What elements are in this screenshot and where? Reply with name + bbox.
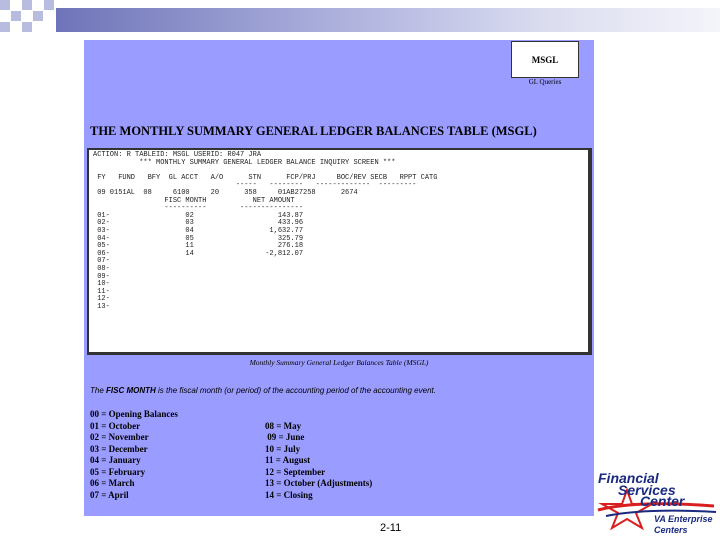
fsc-logo	[596, 470, 720, 540]
fisc-month-description	[90, 386, 436, 395]
description-post: is the fiscal month (or period) of the accounting period of the accounting event.	[155, 386, 436, 395]
screen-row: 03- 04 1,632.77	[93, 226, 304, 235]
code-item: 08 = May	[265, 420, 302, 431]
screen-row: 01- 02 143.87	[93, 211, 304, 220]
screen-record: 09 0151AL 08 6100 20 358 01AB27258 2674	[93, 188, 358, 197]
decorative-squares	[0, 0, 60, 40]
logo-text-centers: Centers	[654, 525, 688, 535]
screen-line: ---------- ---------------	[93, 204, 304, 213]
screen-row: 11-	[93, 287, 110, 296]
screen-row: 13-	[93, 302, 110, 311]
terminal-screen	[87, 148, 592, 355]
code-item: 10 = July	[265, 443, 301, 454]
msgl-box-subtitle: GL Queries	[528, 78, 562, 86]
code-item: 06 = March	[90, 478, 135, 488]
code-item: 12 = September	[265, 466, 326, 477]
header-gradient-bar	[56, 8, 720, 32]
page-title: THE MONTHLY SUMMARY GENERAL LEDGER BALANCES TABLE (MSGL)	[90, 124, 537, 138]
logo-text-services: Services	[618, 482, 676, 498]
codes-column-left	[90, 409, 178, 501]
screen-line: *** MONTHLY SUMMARY GENERAL LEDGER BALANCE INQUIRY SCREEN ***	[93, 158, 396, 167]
content-panel	[84, 40, 594, 516]
code-item: 07 = April	[90, 489, 129, 500]
screen-line: ACTION: R TABLEID: MSGL USERID: R047 JRA	[93, 151, 262, 159]
screen-text	[89, 150, 588, 311]
screen-row: 10-	[93, 280, 110, 289]
code-item: 14 = Closing	[265, 489, 313, 500]
screen-row: 07-	[93, 257, 110, 266]
logo-text-center: Center	[640, 493, 685, 509]
codes-column-right	[265, 421, 372, 502]
logo-text-va-enterprise: VA Enterprise	[654, 514, 713, 524]
screen-line: ----- -------- ------------- ---------	[93, 181, 417, 190]
msgl-box-title: MSGL	[531, 55, 559, 65]
screen-row: 05- 11 276.18	[93, 242, 304, 251]
screen-row: 09-	[93, 272, 110, 281]
msgl-header-box	[511, 41, 579, 78]
code-item: 00 = Opening Balances	[90, 409, 178, 419]
page-number: 2-11	[380, 522, 402, 534]
description-term: FISC MONTH	[106, 386, 156, 395]
code-item: 02 = November	[90, 432, 149, 442]
code-item: 11 = August	[265, 455, 311, 465]
screen-row: 06- 14 -2,812.07	[93, 249, 304, 258]
code-item: 03 = December	[90, 443, 148, 454]
screen-caption: Monthly Summary General Ledger Balances Table (MSGL)	[249, 358, 429, 367]
code-item: 09 = June	[265, 432, 305, 442]
code-item: 13 = October (Adjustments)	[265, 478, 373, 488]
code-item: 04 = January	[90, 455, 141, 465]
screen-line: FISC MONTH NET AMOUNT	[93, 196, 295, 205]
screen-row: 12-	[93, 295, 110, 304]
description-pre: The	[90, 386, 107, 395]
screen-row: 04- 05 325.79	[93, 234, 304, 243]
logo-text-financial: Financial	[598, 470, 659, 486]
screen-column-headers: FY FUND BFY GL ACCT A/O STN FCP/PRJ BOC/REV SECB RPPT CATG	[93, 173, 438, 182]
code-item: 01 = October	[90, 420, 141, 431]
code-item: 05 = February	[90, 466, 146, 477]
screen-row: 08-	[93, 264, 110, 273]
screen-row: 02- 03 433.96	[93, 219, 304, 228]
